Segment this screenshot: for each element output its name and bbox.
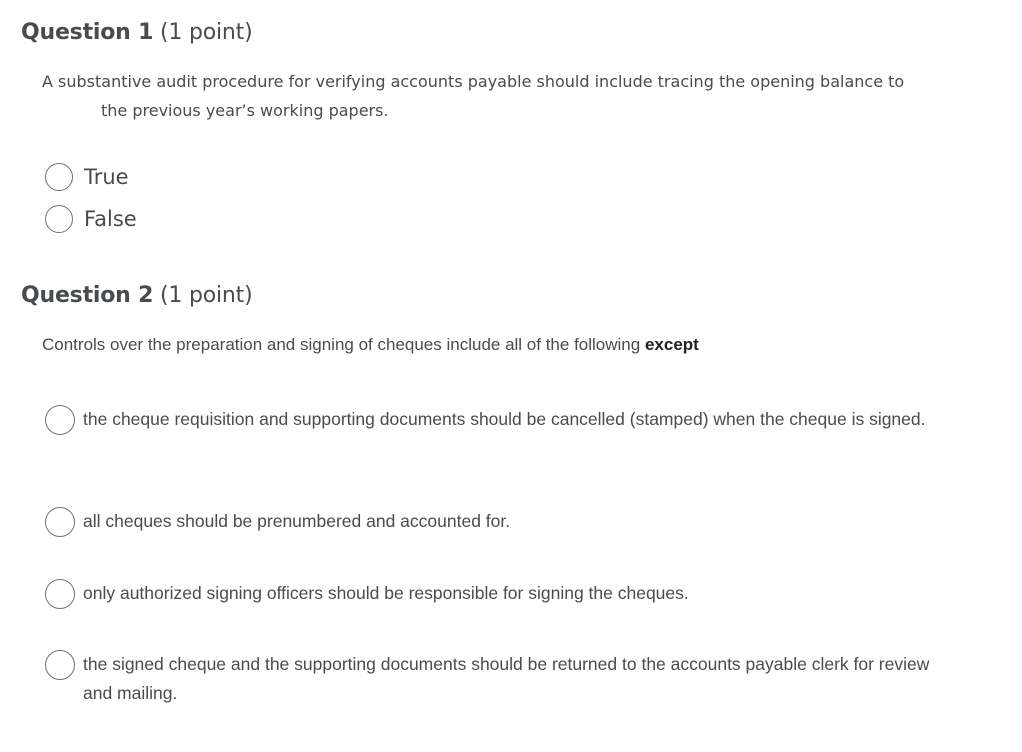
radio-c[interactable]: [45, 579, 75, 609]
choice-a-label[interactable]: the cheque requisition and supporting documents should be cancelled (stamped) when the cheque is signed.: [83, 409, 926, 429]
question-1-points: (1 point): [159, 20, 253, 45]
question-1-prompt-line2: the previous year’s working papers.: [101, 101, 389, 120]
question-1-prompt-line1: A substantive audit procedure for verifying accounts payable should include tracing the opening balance to: [42, 72, 905, 91]
radio-true[interactable]: [45, 163, 73, 191]
question-2-title: Question 2: [21, 283, 154, 308]
choice-d-label[interactable]: the signed cheque and the supporting documents should be returned to the accounts payable clerk for review and mailing.: [83, 654, 930, 703]
question-1-prompt: [42, 67, 942, 125]
choice-true[interactable]: [45, 163, 129, 191]
radio-false[interactable]: [45, 205, 73, 233]
question-2-header: [21, 283, 252, 308]
radio-d[interactable]: [45, 650, 75, 680]
question-2-prompt: [42, 333, 962, 357]
question-1-header: [21, 20, 252, 45]
choice-true-label[interactable]: True: [84, 165, 129, 189]
radio-b[interactable]: [45, 507, 75, 537]
radio-a[interactable]: [45, 405, 75, 435]
choice-c[interactable]: [45, 579, 953, 609]
choice-b-label[interactable]: all cheques should be prenumbered and accounted for.: [83, 511, 511, 531]
question-2-points: (1 point): [159, 283, 253, 308]
question-2-prompt-text: Controls over the preparation and signing of cheques include all of the following: [42, 335, 641, 354]
choice-c-label[interactable]: only authorized signing officers should be responsible for signing the cheques.: [83, 583, 689, 603]
choice-a[interactable]: [45, 405, 953, 435]
question-1-title: Question 1: [21, 20, 154, 45]
choice-b[interactable]: [45, 507, 953, 537]
choice-false[interactable]: [45, 205, 137, 233]
choice-d[interactable]: [45, 650, 953, 708]
choice-false-label[interactable]: False: [84, 207, 137, 231]
question-2-prompt-emphasis: except: [644, 335, 699, 354]
